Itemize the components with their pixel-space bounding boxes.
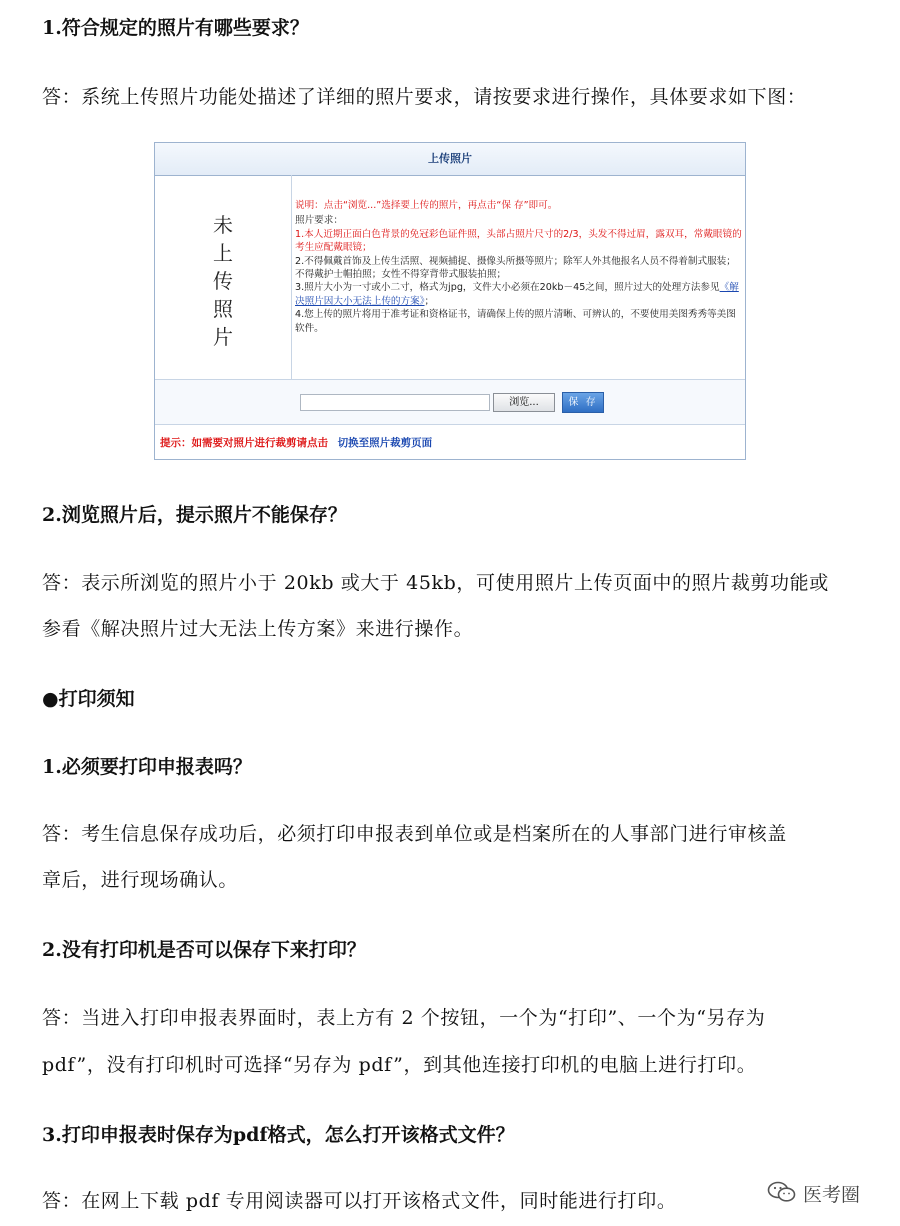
print-answer-2-line-2: pdf”，没有打印机时可选择“另存为 pdf”，到其他连接打印机的电脑上进行打印。 bbox=[42, 1054, 757, 1076]
question-2-title: 2.浏览照片后，提示照片不能保存？ bbox=[42, 504, 347, 526]
section-print-heading: ●打印须知 bbox=[42, 688, 135, 710]
save-button[interactable]: 保 存 bbox=[562, 392, 604, 413]
upload-instruction: 说明：点击“浏览...”选择要上传的照片，再点击“保 存”即可。 bbox=[295, 200, 558, 211]
print-answer-2-line-1: 答：当进入打印申报表界面时，表上方有 2 个按钮，一个为“打印”、一个为“另存为 bbox=[42, 1007, 766, 1029]
answer-2-line-2: 参看《解决照片过大无法上传方案》来进行操作。 bbox=[42, 618, 474, 640]
panel-header: 上传照片 bbox=[155, 143, 745, 176]
crop-page-link[interactable]: 切换至照片裁剪页面 bbox=[337, 437, 433, 449]
upload-photo-panel bbox=[154, 142, 746, 460]
browse-button[interactable]: 浏览... bbox=[493, 393, 555, 412]
answer-1-text: 答：系统上传照片功能处描述了详细的照片要求，请按要求进行操作，具体要求如下图： bbox=[42, 86, 807, 108]
requirement-4: 4.您上传的照片将用于准考证和资格证书，请确保上传的照片清晰、可辨认的，不要使用美图秀秀等美图软件。 bbox=[295, 309, 736, 334]
print-question-2-title: 2.没有打印机是否可以保存下来打印？ bbox=[42, 939, 366, 961]
requirement-2: 2.不得佩戴首饰及上传生活照、视频捕捉、摄像头所摄等照片；除军人外其他报名人员不得着制式服装；不得戴护士帽拍照；女性不得穿背带式服装拍照； bbox=[295, 255, 736, 281]
watermark bbox=[767, 1176, 879, 1208]
print-question-1-title: 1.必须要打印申报表吗？ bbox=[42, 756, 252, 778]
wechat-icon bbox=[767, 1180, 797, 1204]
photo-placeholder-cell bbox=[155, 175, 292, 379]
file-path-input[interactable] bbox=[300, 394, 490, 411]
requirement-1: 1.本人近期正面白色背景的免冠彩色证件照，头部占照片尺寸的2/3，头发不得过眉，露双耳，常戴眼镜的考生应配戴眼镜； bbox=[295, 228, 742, 254]
watermark-text: 医考圈 bbox=[803, 1184, 861, 1206]
requirement-3-text: 3.照片大小为一寸或小二寸，格式为jpg，文件大小必须在20kb－45之间，照片过大的处理方法参见 bbox=[295, 282, 720, 294]
requirements-title: 照片要求： bbox=[295, 215, 343, 227]
print-answer-1-line-2: 章后，进行现场确认。 bbox=[42, 869, 239, 891]
question-1-title: 1.符合规定的照片有哪些要求？ bbox=[42, 17, 309, 39]
print-answer-3-line-1: 答：在网上下载 pdf 专用阅读器可以打开该格式文件，同时能进行打印。 bbox=[42, 1190, 677, 1212]
answer-2-line-1: 答：表示所浏览的照片小于 20kb 或大于 45kb，可使用照片上传页面中的照片裁剪功能或 bbox=[42, 572, 829, 594]
solution-link[interactable]: 《解决照片因大小无法上传的方案》 bbox=[295, 282, 739, 307]
crop-tip bbox=[160, 435, 432, 450]
photo-placeholder-text: 未上传照片 bbox=[213, 213, 233, 349]
print-question-3-title: 3.打印申报表时保存为pdf格式，怎么打开该格式文件？ bbox=[42, 1124, 515, 1146]
upload-requirements bbox=[295, 199, 743, 335]
print-answer-1-line-1: 答：考生信息保存成功后，必须打印申报表到单位或是档案所在的人事部门进行审核盖 bbox=[42, 823, 787, 845]
crop-tip-text: 提示：如需要对照片进行裁剪请点击 bbox=[160, 437, 328, 449]
file-select-row bbox=[155, 379, 745, 425]
requirement-3 bbox=[295, 281, 743, 308]
requirement-3-end: ； bbox=[424, 295, 435, 307]
